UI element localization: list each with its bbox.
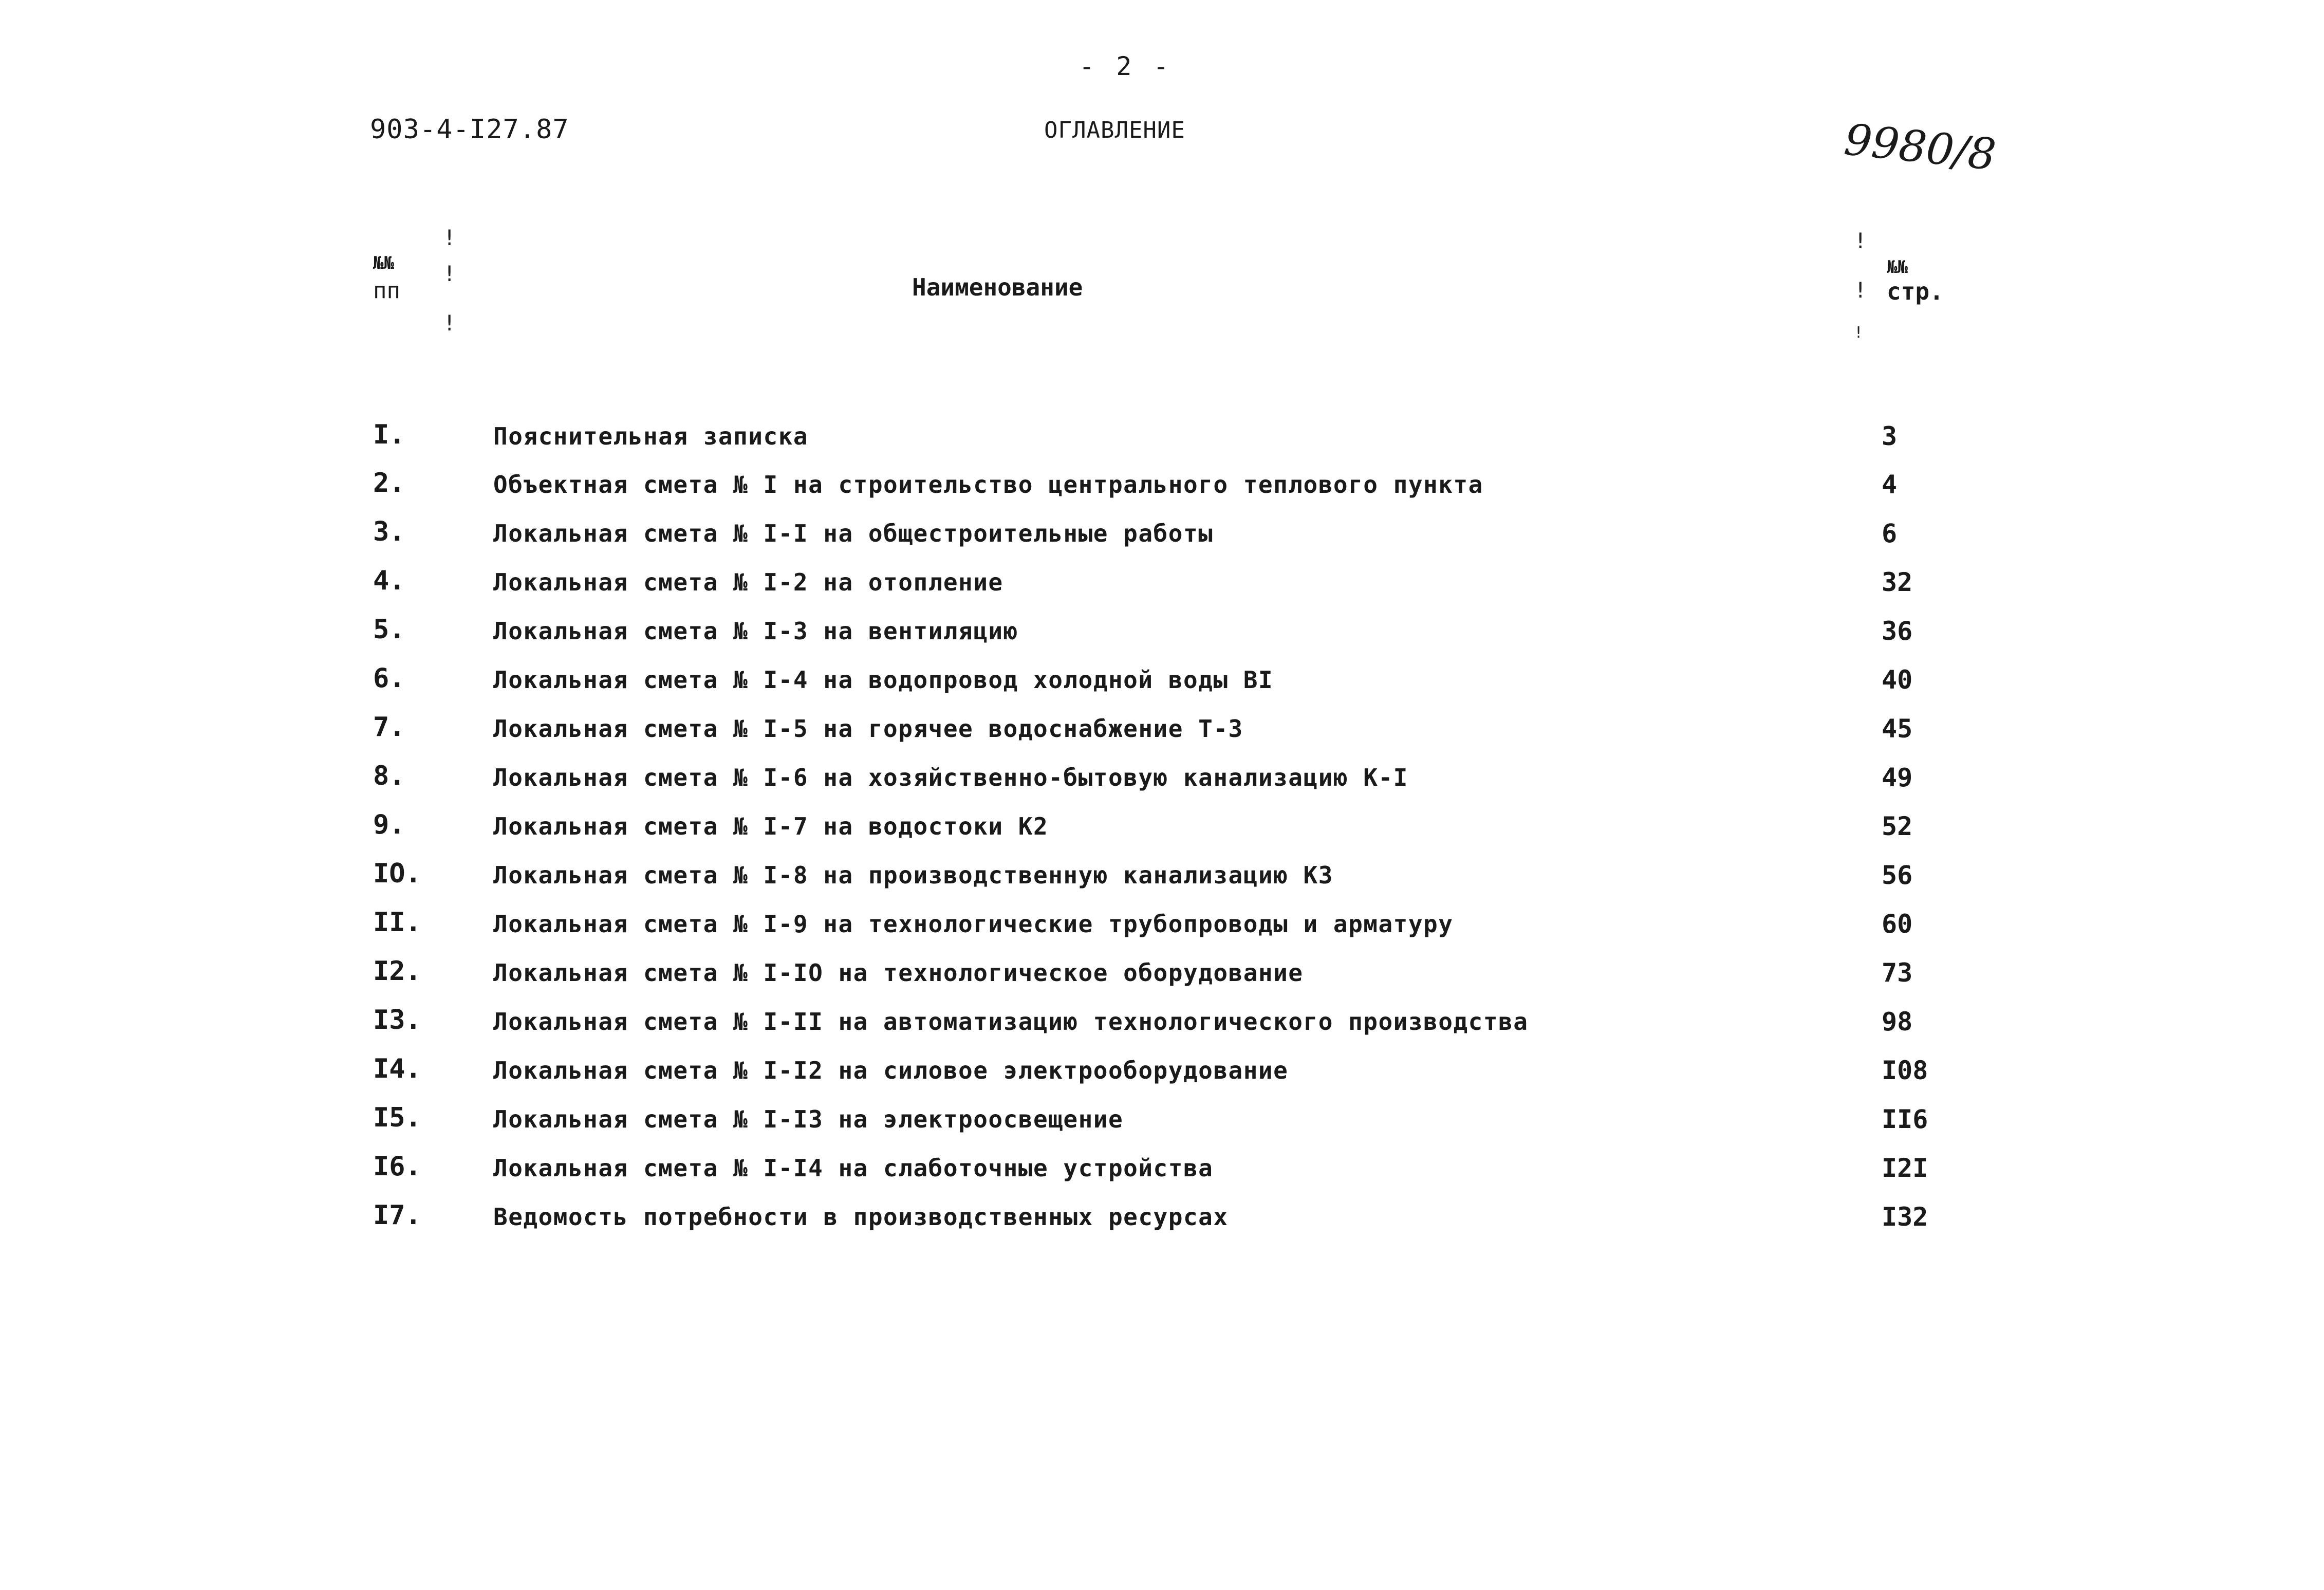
toc-item-title: Локальная смета № I-7 на водостоки К2 bbox=[493, 812, 1049, 840]
toc-item-page: 49 bbox=[1882, 763, 1913, 792]
toc-row bbox=[0, 809, 2324, 851]
toc-row bbox=[0, 614, 2324, 655]
toc-item-page: I2I bbox=[1882, 1153, 1928, 1183]
toc-item-title: Локальная смета № I-I3 на электроосвещение bbox=[493, 1105, 1124, 1133]
toc-item-title: Пояснительная записка bbox=[493, 422, 809, 450]
toc-item-number: II. bbox=[373, 907, 421, 938]
toc-row bbox=[0, 1053, 2324, 1095]
toc-item-page: 3 bbox=[1882, 421, 1898, 451]
toc-row bbox=[0, 761, 2324, 802]
toc-row bbox=[0, 1200, 2324, 1241]
toc-row bbox=[0, 419, 2324, 460]
toc-item-number: I. bbox=[373, 419, 405, 450]
toc-item-page: 98 bbox=[1882, 1007, 1913, 1037]
toc-item-title: Локальная смета № I-8 на производственную канализацию К3 bbox=[493, 861, 1333, 889]
toc-item-page: 52 bbox=[1882, 811, 1913, 841]
toc-item-page: 32 bbox=[1882, 567, 1913, 597]
toc-item-title: Локальная смета № I-IO на технологическое оборудование bbox=[493, 959, 1304, 987]
toc-item-title: Локальная смета № I-4 на водопровод холодной воды BI bbox=[493, 666, 1274, 694]
toc-item-number: I6. bbox=[373, 1151, 421, 1182]
header-separator: ! bbox=[1854, 278, 1867, 303]
toc-item-number: I2. bbox=[373, 956, 421, 987]
toc-item-number: I4. bbox=[373, 1053, 421, 1084]
toc-item-title: Локальная смета № I-I на общестроительные работы bbox=[493, 520, 1214, 547]
toc-item-page: 60 bbox=[1882, 909, 1913, 939]
toc-item-number: 6. bbox=[373, 663, 405, 694]
toc-row bbox=[0, 1005, 2324, 1046]
toc-row bbox=[0, 468, 2324, 509]
toc-row bbox=[0, 663, 2324, 704]
header-separator: ! bbox=[443, 261, 456, 286]
archive-number: 9980/8 bbox=[1842, 114, 1998, 180]
toc-item-title: Локальная смета № I-I2 на силовое электрооборудование bbox=[493, 1057, 1289, 1084]
header-separator: ! bbox=[1854, 228, 1867, 253]
toc-item-number: IO. bbox=[373, 858, 421, 889]
toc-item-number: 9. bbox=[373, 809, 405, 840]
toc-item-title: Локальная смета № I-6 на хозяйственно-бытовую канализацию К-I bbox=[493, 764, 1408, 791]
header-separator: ! bbox=[1854, 324, 1864, 342]
toc-row bbox=[0, 956, 2324, 997]
toc-item-number: 7. bbox=[373, 712, 405, 743]
toc-item-number: 2. bbox=[373, 468, 405, 498]
toc-row bbox=[0, 907, 2324, 948]
header-number-label: пп bbox=[373, 278, 400, 304]
toc-item-page: II6 bbox=[1882, 1104, 1928, 1134]
header-page-label: стр. bbox=[1887, 278, 1944, 305]
toc-item-number: I7. bbox=[373, 1200, 421, 1231]
toc-item-title: Локальная смета № I-2 на отопление bbox=[493, 568, 1003, 596]
toc-item-page: I32 bbox=[1882, 1202, 1928, 1232]
toc-item-page: 45 bbox=[1882, 714, 1913, 744]
header-number-symbol: №№ bbox=[373, 253, 394, 273]
toc-row bbox=[0, 1151, 2324, 1192]
toc-item-page: 6 bbox=[1882, 519, 1898, 548]
toc-title: ОГЛАВЛЕНИЕ bbox=[1044, 117, 1185, 143]
toc-item-title: Локальная смета № I-9 на технологические трубопроводы и арматуру bbox=[493, 910, 1454, 938]
toc-item-title: Локальная смета № I-3 на вентиляцию bbox=[493, 617, 1018, 645]
toc-item-page: 73 bbox=[1882, 958, 1913, 988]
toc-item-number: I5. bbox=[373, 1102, 421, 1133]
toc-item-title: Ведомость потребности в производственных ресурсах bbox=[493, 1203, 1229, 1231]
toc-item-number: 4. bbox=[373, 565, 405, 596]
toc-item-number: 8. bbox=[373, 761, 405, 791]
toc-row bbox=[0, 1102, 2324, 1143]
toc-item-number: 5. bbox=[373, 614, 405, 645]
toc-item-page: 56 bbox=[1882, 860, 1913, 890]
toc-item-number: 3. bbox=[373, 516, 405, 547]
toc-item-page: 4 bbox=[1882, 470, 1898, 500]
toc-row bbox=[0, 565, 2324, 606]
toc-row bbox=[0, 712, 2324, 753]
toc-item-title: Объектная смета № I на строительство центрального теплового пункта bbox=[493, 471, 1483, 498]
toc-item-title: Локальная смета № I-II на автоматизацию технологического производства bbox=[493, 1008, 1529, 1036]
page-number: - 2 - bbox=[1079, 51, 1172, 81]
toc-item-page: 40 bbox=[1882, 665, 1913, 695]
toc-item-title: Локальная смета № I-5 на горячее водоснабжение Т-3 bbox=[493, 715, 1243, 743]
toc-item-title: Локальная смета № I-I4 на слаботочные устройства bbox=[493, 1154, 1214, 1182]
toc-item-page: 36 bbox=[1882, 616, 1913, 646]
header-separator: ! bbox=[443, 225, 456, 250]
document-code: 903-4-I27.87 bbox=[370, 114, 569, 145]
header-page-symbol: №№ bbox=[1887, 257, 1908, 278]
toc-row bbox=[0, 516, 2324, 558]
header-separator: ! bbox=[443, 310, 456, 336]
toc-item-page: I08 bbox=[1882, 1056, 1928, 1085]
toc-item-number: I3. bbox=[373, 1005, 421, 1036]
header-name-label: Наименование bbox=[912, 273, 1083, 301]
toc-row bbox=[0, 858, 2324, 899]
